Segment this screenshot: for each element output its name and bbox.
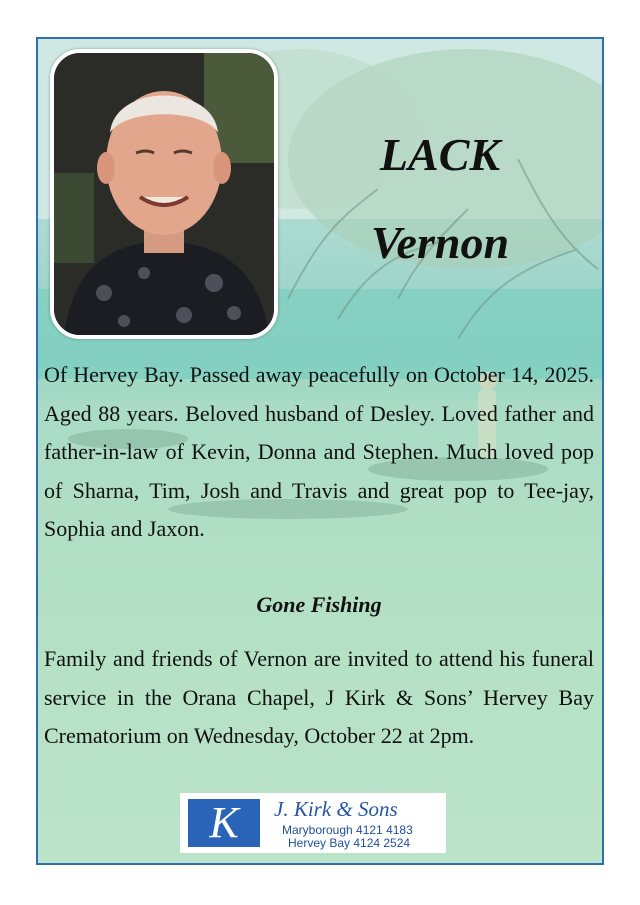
- logo-phone-hervey-bay: Hervey Bay 4124 2524: [288, 836, 411, 850]
- logo-monogram-box: [188, 799, 260, 847]
- portrait-image: [54, 53, 274, 335]
- funeral-details-paragraph: Family and friends of Vernon are invited to attend his funeral service in the Orana Chapel, J Kirk & Sons’ Hervey Bay Crematorium on Wednesday, October 22 at 2pm.: [44, 646, 594, 748]
- surname: LACK: [379, 129, 501, 180]
- funeral-director-logo: [180, 793, 446, 853]
- logo-monogram: K: [209, 798, 239, 847]
- motto: Gone Fishing: [256, 592, 382, 617]
- portrait-photo: [50, 49, 278, 339]
- death-notice-paragraph: Of Hervey Bay. Passed away peacefully on October 14, 2025. Aged 88 years. Beloved husband of Desley. Loved father and father-in-law of Kevin, Donna and Stephen. Much loved pop of Sharna, Tim, Josh and Travis and great pop to Tee-jay, Sophia and Jaxon.: [44, 362, 594, 541]
- logo-phone-maryborough: Maryborough 4121 4183: [282, 823, 413, 837]
- first-name: Vernon: [370, 217, 510, 268]
- logo-company-name: J. Kirk & Sons: [274, 797, 398, 821]
